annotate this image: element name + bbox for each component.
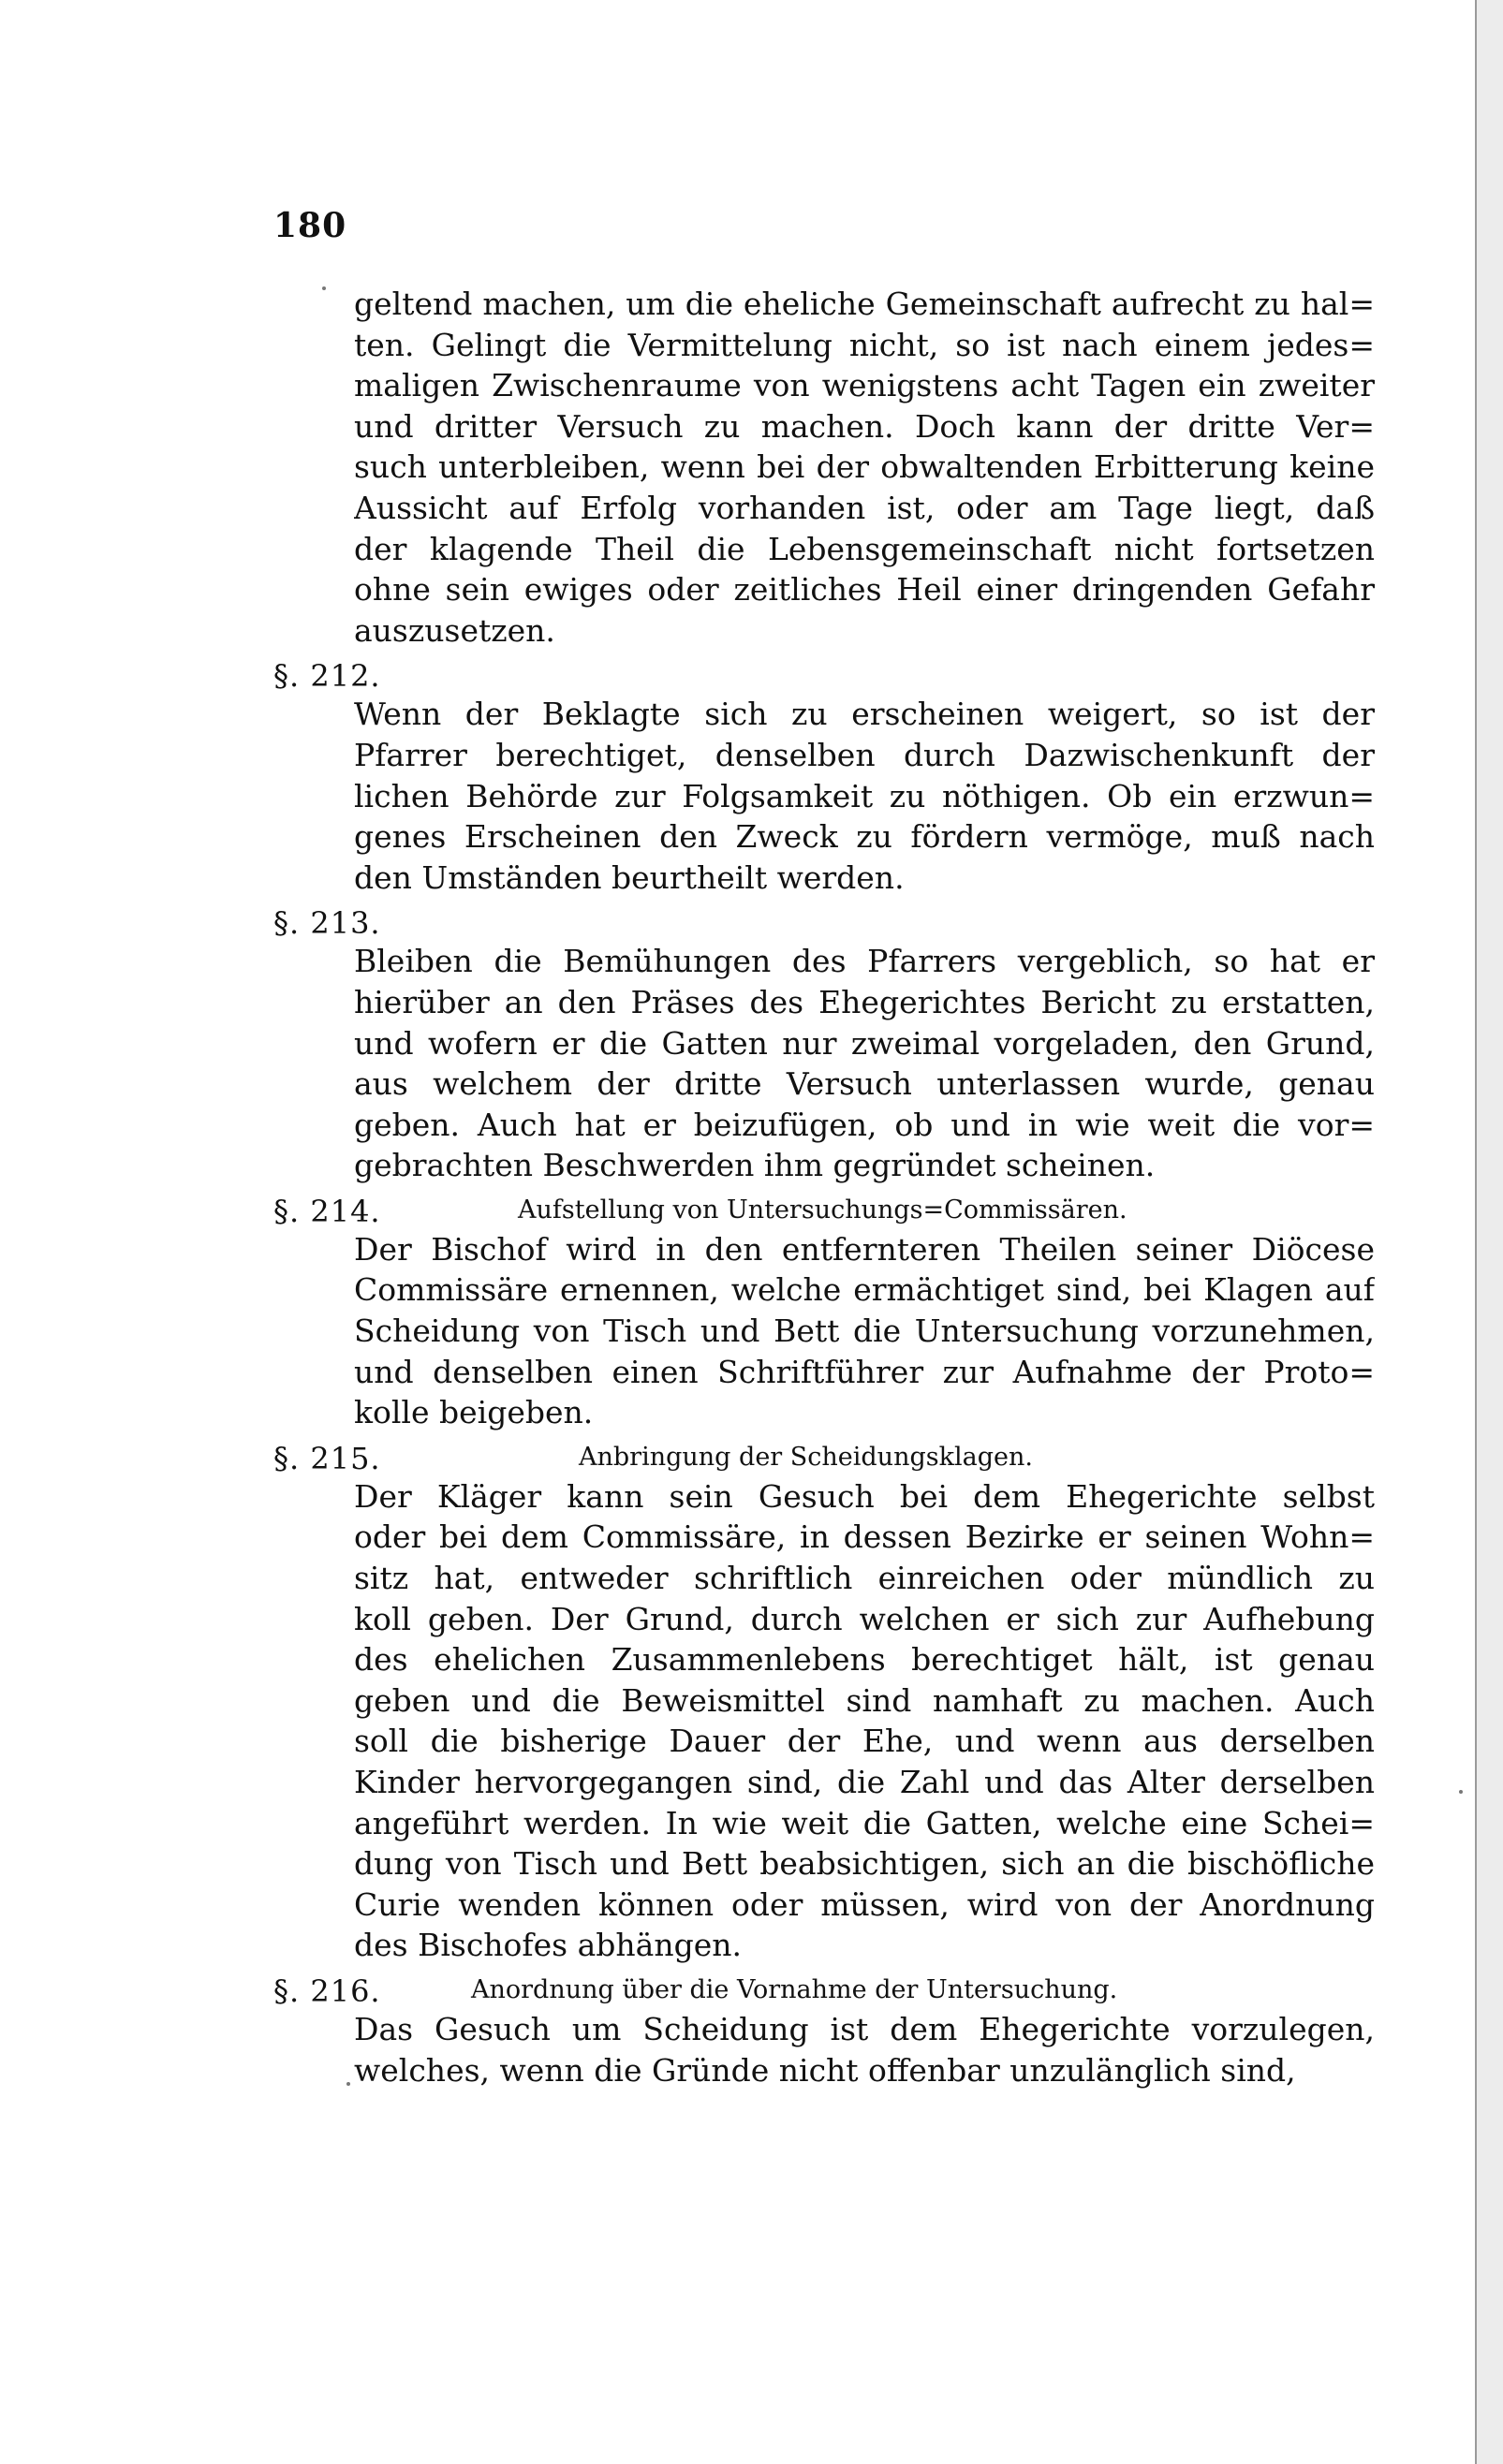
section-number: §. 213.: [273, 905, 381, 942]
section-header: [273, 651, 1375, 694]
text-line: Das Gesuch um Scheidung ist dem Ehegerichte vorzulegen,: [354, 2010, 1375, 2047]
text-line: geben. Auch hat er beizufügen, ob und in wie weit die vor=: [354, 1106, 1375, 1143]
text-line: ten. Gelingt die Vermittelung nicht, so ist nach einem jedes=: [354, 326, 1375, 363]
text-line: Scheidung von Tisch und Bett die Untersuchung vorzunehmen,: [354, 1313, 1375, 1350]
text-line: genes Erscheinen den Zweck zu fördern vermöge, muß nach: [354, 818, 1375, 856]
section-header: [273, 898, 1375, 941]
text-line: gebrachten Beschwerden ihm gegründet scheinen.: [354, 1147, 1156, 1184]
text-line: soll die bisherige Dauer der Ehe, und wenn aus derselben: [354, 1723, 1375, 1760]
text-line: maligen Zwischenraume von wenigstens acht Tagen ein zweiter: [354, 367, 1375, 404]
body-text: [273, 284, 1375, 2090]
text-line: Aussicht auf Erfolg vorhanden ist, oder am Tage liegt, daß: [354, 489, 1375, 526]
page-edge: [1475, 0, 1503, 2464]
text-line: dung von Tisch und Bett beabsichtigen, sich an die bischöfliche: [354, 1845, 1375, 1883]
paragraph: [354, 1229, 1375, 1433]
text-line: geben und die Beweismittel sind namhaft zu machen. Auch: [354, 1681, 1375, 1719]
text-line: Der Bischof wird in den entfernteren Theilen seiner Diöcese: [354, 1230, 1375, 1268]
text-line: Pfarrer berechtiget, denselben durch Dazwischenkunft der: [354, 736, 1375, 773]
print-speck: [1459, 1790, 1463, 1794]
section-heading: Anbringung der Scheidungsklagen.: [579, 1442, 1033, 1472]
section-heading: Anordnung über die Vornahme der Untersuchung.: [471, 1974, 1118, 2004]
text-line: geltend machen, um die eheliche Gemeinschaft aufrecht zu hal=: [354, 286, 1375, 322]
section-header: [273, 1966, 1375, 2009]
section-number: §. 214.: [273, 1193, 381, 1229]
text-line: hierüber an den Präses des Ehegerichtes Bericht zu erstatten,: [354, 983, 1375, 1020]
page-number: 180: [273, 206, 347, 245]
text-line: angeführt werden. In wie weit die Gatten, welche eine Schei=: [354, 1804, 1375, 1841]
text-line: kolle beigeben.: [354, 1394, 594, 1431]
section-heading: Aufstellung von Untersuchungs=Commissären.: [518, 1195, 1127, 1225]
text-line: Kinder hervorgegangen sind, die Zahl und das Alter derselben: [354, 1764, 1375, 1800]
section-header: [273, 1433, 1375, 1476]
section-number: §. 212.: [273, 658, 381, 695]
text-line: lichen Behörde zur Folgsamkeit zu nöthigen. Ob ein erzwun=: [354, 777, 1375, 814]
text-line: und denselben einen Schriftführer zur Aufnahme der Proto=: [354, 1353, 1375, 1390]
text-line: welches, wenn die Gründe nicht offenbar unzulänglich sind,: [354, 2051, 1296, 2089]
text-line: koll geben. Der Grund, durch welchen er sich zur Aufhebung: [354, 1600, 1375, 1637]
paragraph: [354, 694, 1375, 898]
text-line: ohne sein ewiges oder zeitliches Heil einer dringenden Gefahr: [354, 571, 1375, 609]
text-line: und wofern er die Gatten nur zweimal vorgeladen, den Grund,: [354, 1024, 1375, 1062]
paragraph: [354, 2009, 1375, 2090]
paragraph: [354, 941, 1375, 1186]
text-line: such unterbleiben, wenn bei der obwaltenden Erbitterung keine: [354, 448, 1375, 486]
paragraph: [354, 1476, 1375, 1966]
paragraph: [354, 284, 1375, 651]
section-number: §. 215.: [273, 1440, 381, 1476]
print-speck: [322, 286, 326, 290]
text-line: des Bischofes abhängen.: [354, 1927, 742, 1964]
text-line: der klagende Theil die Lebensgemeinschaft nicht fortsetzen: [354, 530, 1375, 567]
text-line: sitz hat, entweder schriftlich einreichen oder mündlich zu: [354, 1560, 1375, 1597]
text-line: Der Kläger kann sein Gesuch bei dem Ehegerichte selbst: [354, 1477, 1375, 1515]
text-line: Commissäre ernennen, welche ermächtiget sind, bei Klagen auf: [354, 1271, 1375, 1309]
text-line: den Umständen beurtheilt werden.: [354, 858, 905, 896]
text-line: auszusetzen.: [354, 611, 555, 649]
text-line: aus welchem der dritte Versuch unterlassen wurde, genau: [354, 1065, 1375, 1103]
text-line: und dritter Versuch zu machen. Doch kann der dritte Ver=: [354, 407, 1375, 445]
section-number: §. 216.: [273, 1973, 381, 2009]
print-speck: [346, 2082, 350, 2086]
text-line: Bleiben die Bemühungen des Pfarrers vergeblich, so hat er: [354, 943, 1375, 980]
text-line: Wenn der Beklagte sich zu erscheinen weigert, so ist der: [354, 696, 1375, 733]
section-header: [273, 1186, 1375, 1229]
text-line: des ehelichen Zusammenlebens berechtiget hält, ist genau: [354, 1641, 1375, 1679]
text-line: Curie wenden können oder müssen, wird von der Anordnung: [354, 1885, 1375, 1923]
text-line: oder bei dem Commissäre, in dessen Bezirke er seinen Wohn=: [354, 1518, 1375, 1556]
